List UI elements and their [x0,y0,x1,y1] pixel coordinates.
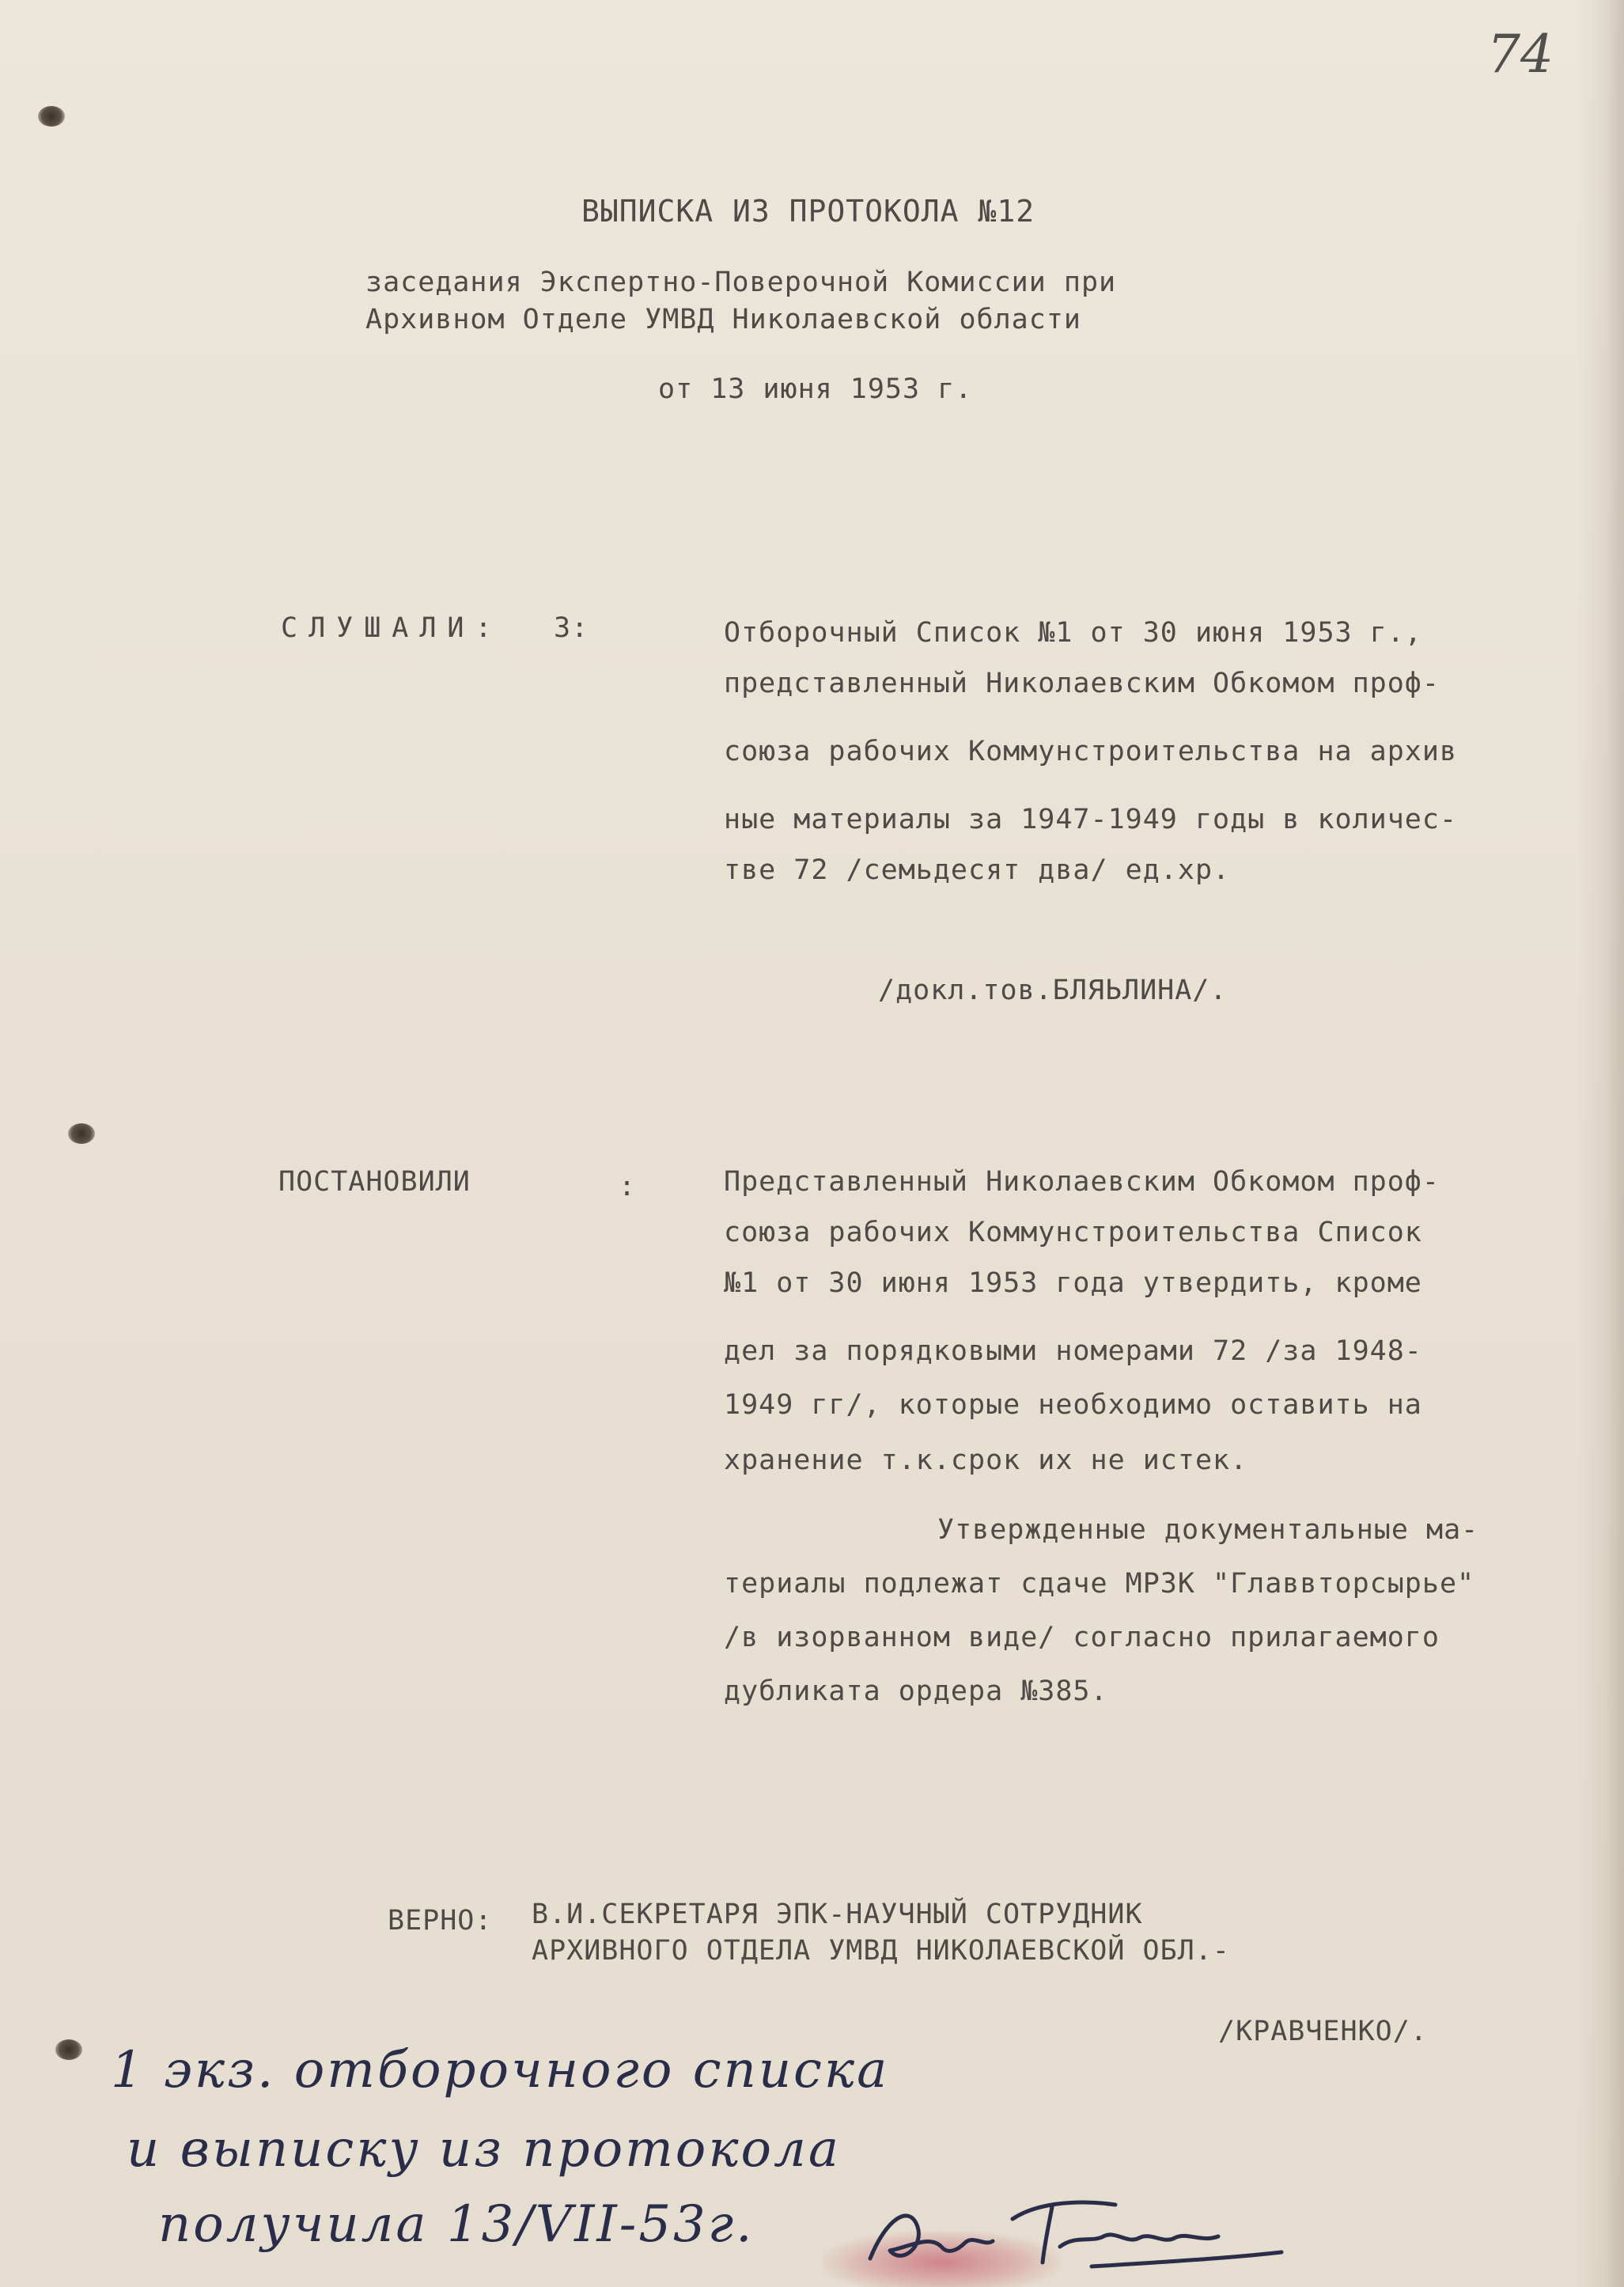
certification-line-1: В.И.СЕКРЕТАРЯ ЭПК-НАУЧНЫЙ СОТРУДНИК [532,1899,1143,1930]
decided-para2-line-3: /в изорванном виде/ согласно прилагаемого [724,1622,1440,1653]
heard-line-1: Отборочный Список №1 от 30 июня 1953 г., [724,617,1422,649]
decided-line-2: союза рабочих Коммунстроительства Список [724,1217,1422,1248]
decided-line-1: Представленный Николаевским Обкомом проф- [724,1166,1440,1198]
punch-hole-top [38,106,65,127]
punch-hole-bottom [55,2039,82,2060]
header-date: от 13 июня 1953 г. [658,373,973,405]
decided-para2-line-1: Утвержденные документальные ма- [937,1514,1479,1546]
handwritten-line-2: и выписку из протокола [127,2120,841,2179]
heard-label: СЛУШАЛИ: [281,612,503,644]
decided-line-4: дел за порядковыми номерами 72 /за 1948- [724,1335,1422,1367]
page-edge-shadow [1577,0,1624,2287]
decided-line-3: №1 от 30 июня 1953 года утвердить, кроме [724,1267,1422,1299]
decided-colon: : [619,1171,637,1202]
decided-line-5: 1949 гг/, которые необходимо оставить на [724,1389,1422,1421]
punch-hole-middle [68,1123,95,1144]
reporter: /докл.тов.БЛЯЬЛИНА/. [878,975,1228,1006]
handwritten-signature [854,2172,1297,2282]
decided-label: ПОСТАНОВИЛИ [278,1166,471,1198]
handwritten-line-3: получила 13/VII-53г. [158,2195,755,2254]
certification-name: /КРАВЧЕНКО/. [1218,2016,1428,2047]
header-line-2: Архивном Отделе УМВД Николаевской области [365,304,1081,335]
certification-line-2: АРХИВНОГО ОТДЕЛА УМВД НИКОЛАЕВСКОЙ ОБЛ.- [532,1935,1230,1967]
sheet-number: 74 [1487,24,1554,85]
heard-line-5: тве 72 /семьдесят два/ ед.хр. [724,854,1231,886]
document-title: ВЫПИСКА ИЗ ПРОТОКОЛА №12 [581,194,1035,229]
decided-para2-line-2: териалы подлежат сдаче МРЗК "Главвторсырье" [724,1568,1475,1600]
header-line-1: заседания Экспертно-Поверочной Комиссии при [365,267,1117,298]
heard-line-4: ные материалы за 1947-1949 годы в количес- [724,804,1458,835]
heard-line-2: представленный Николаевским Обкомом проф- [724,668,1440,699]
heard-line-3: союза рабочих Коммунстроительства на архив [724,736,1458,767]
decided-para2-line-4: дубликата ордера №385. [724,1675,1108,1707]
heard-number: 3: [554,612,589,644]
certification-label: ВЕРНО: [388,1905,493,1937]
decided-line-6: хранение т.к.срок их не истек. [724,1445,1248,1476]
handwritten-line-1: 1 экз. отборочного списка [111,2041,890,2100]
